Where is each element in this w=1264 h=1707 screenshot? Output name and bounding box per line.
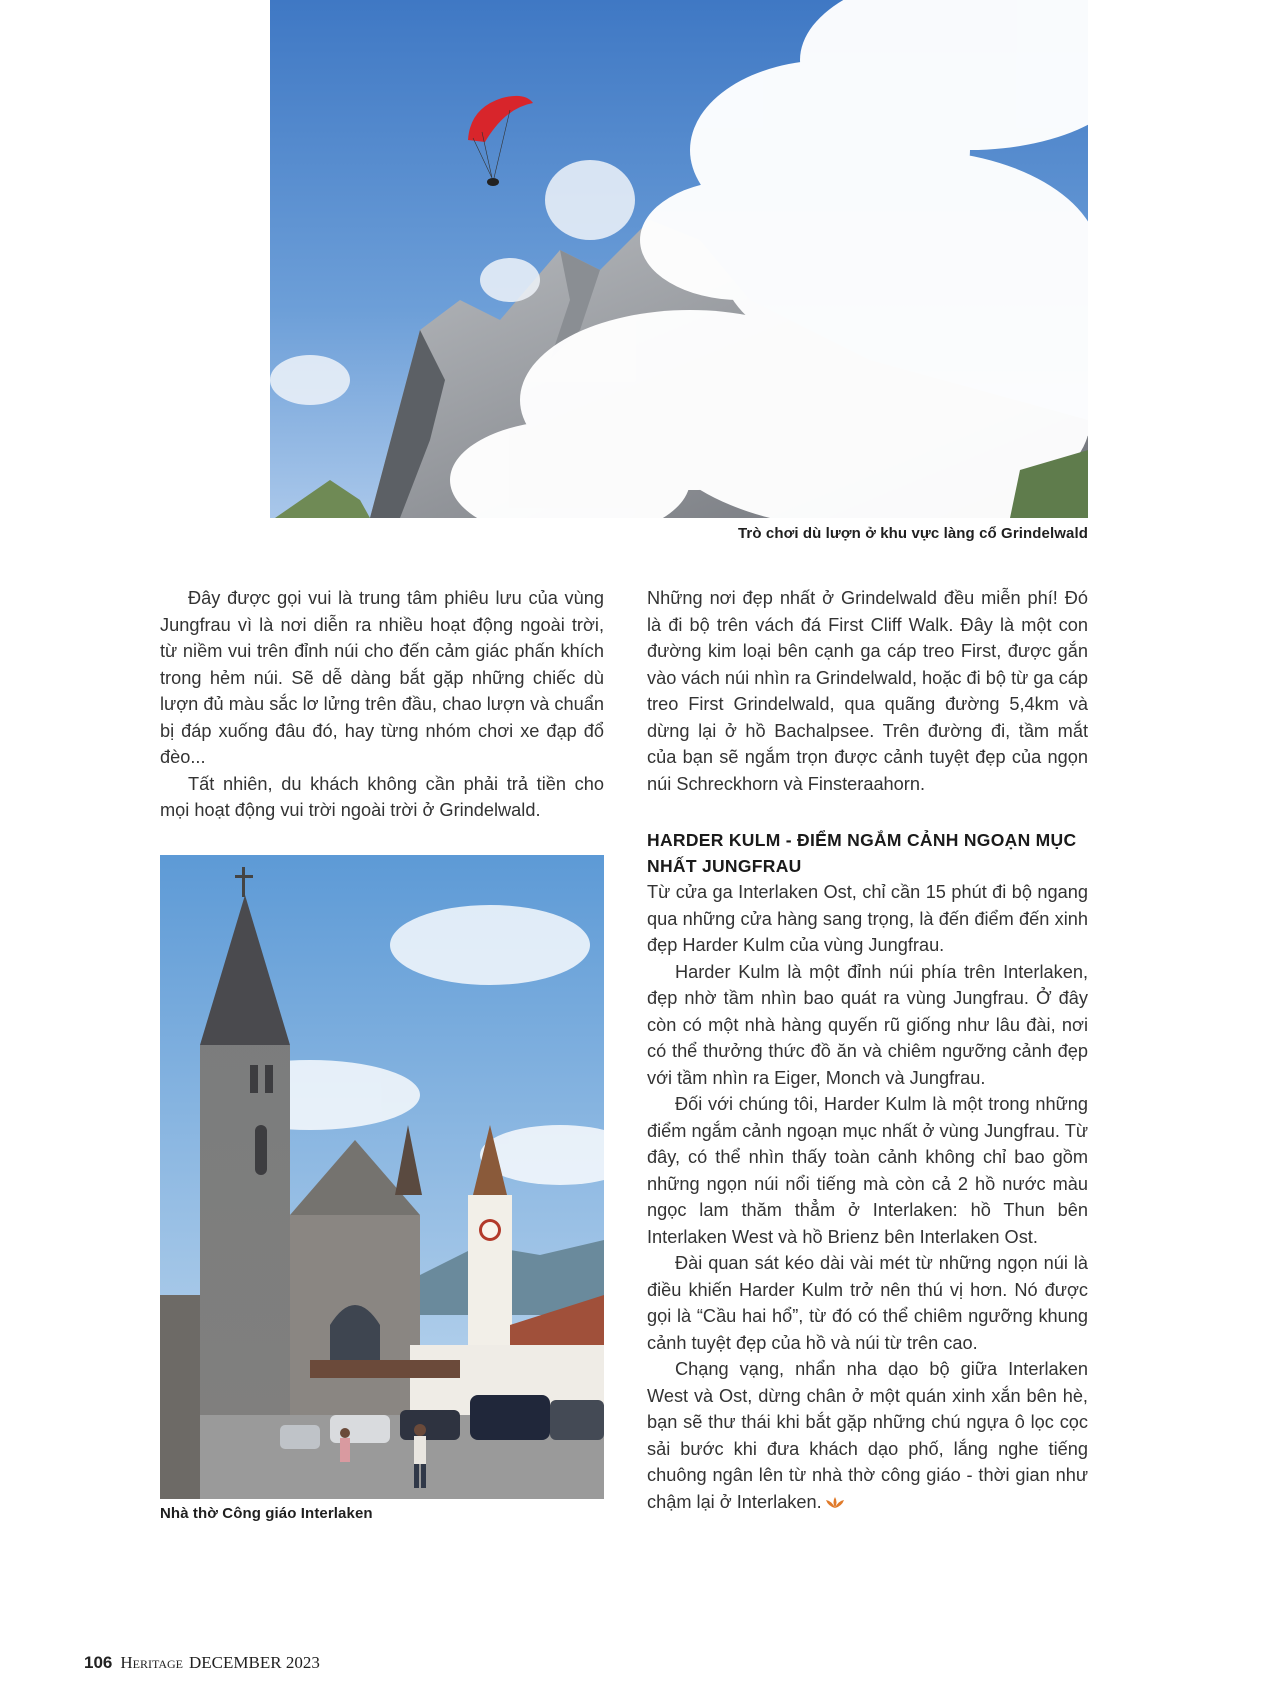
body-paragraph: Tất nhiên, du khách không cần phải trả tiền cho mọi hoạt động vui trời ngoài trời ở Grindelwald. (160, 773, 604, 820)
photo-caption: Nhà thờ Công giáo Interlaken (160, 1505, 373, 1522)
magazine-name: Heritage (120, 1653, 184, 1672)
body-paragraph: Đài quan sát kéo dài vài mét từ những ngọn núi là điều khiến Harder Kulm trở nên thú vị hơn. Nó được gọi là “Cầu hai hổ”, từ đó có thể chiêm ngưỡng khung cảnh tuyệt đẹp của hồ và núi từ trên cao. (647, 1253, 1088, 1353)
page-footer (84, 1653, 320, 1673)
church-photo (160, 855, 604, 1499)
lotus-icon (824, 1495, 846, 1512)
body-paragraph: Harder Kulm là một đỉnh núi phía trên Interlaken, đẹp nhờ tầm nhìn bao quát ra vùng Jungfrau. Ở đây còn có một nhà hàng quyến rũ giống như lâu đài, nơi có thể thưởng thức đồ ăn và chiêm ngưỡng cảnh đẹp với tầm nhìn ra Eiger, Monch và Jungfrau. (647, 961, 1088, 1088)
body-paragraph: Đối với chúng tôi, Harder Kulm là một trong những điểm ngắm cảnh ngoạn mục nhất ở vùng Jungfrau. Từ đây, có thể nhìn thấy toàn cảnh không chỉ bao gồm những ngọn núi nổi tiếng mà còn cả 2 hồ nước màu ngọc lam thăm thẳm ở Interlaken: hồ Thun bên Interlaken West và hồ Brienz bên Interlaken Ost. (647, 1094, 1088, 1247)
final-paragraph-text: Chạng vạng, nhẩn nha dạo bộ giữa Interlaken West và Ost, dừng chân ở một quán xinh xắn bên hè, bạn sẽ thư thái khi bắt gặp những chú ngựa ô lọc cọc sải bước khi đưa khách dạo phố, lắng nghe tiếng chuông ngân lên từ nhà thờ công giáo - thời gian như chậm lại ở Interlaken. (647, 1359, 1088, 1512)
body-paragraph (647, 1356, 1088, 1517)
body-paragraph: Đây được gọi vui là trung tâm phiêu lưu của vùng Jungfrau vì là nơi diễn ra nhiều hoạt động ngoài trời, từ niềm vui trên đỉnh núi cho đến cảm giác phấn khích trong hẻm núi. Sẽ dễ dàng bắt gặp những chiếc dù lượn đủ màu sắc lơ lửng trên đầu, chao lượn và chuẩn bị đáp xuống đâu đó, hay từng nhóm chơi xe đạp đổ đèo... (160, 588, 604, 767)
photo-caption: Trò chơi dù lượn ở khu vực làng cổ Grindelwald (737, 525, 1088, 542)
paragliding-photo (270, 0, 1088, 518)
section-heading: HARDER KULM - ĐIỂM NGẮM CẢNH NGOẠN MỤC NHẤT JUNGFRAU (647, 830, 1077, 876)
page-number: 106 (84, 1653, 113, 1672)
body-paragraph: Từ cửa ga Interlaken Ost, chỉ cần 15 phút đi bộ ngang qua những cửa hàng sang trọng, là đến điểm đến xinh đẹp Harder Kulm của vùng Jungfrau. (647, 882, 1088, 955)
body-paragraph: Những nơi đẹp nhất ở Grindelwald đều miễn phí! Đó là đi bộ trên vách đá First Cliff Walk. Đây là một con đường kim loại bên cạnh ga cáp treo First, được gắn vào vách núi nhìn ra Grindelwald, hoặc đi bộ từ ga cáp treo First Grindelwald, qua quãng đường 5,4km và dừng lại ở hồ Bachalpsee. Trên đường đi, tầm mắt của bạn sẽ ngắm trọn được cảnh tuyệt đẹp của ngọn núi Schreckhorn và Finsteraahorn. (647, 588, 1088, 794)
article-right-column (647, 585, 1088, 1517)
article-left-column (160, 585, 604, 824)
issue-date: DECEMBER 2023 (189, 1653, 320, 1672)
